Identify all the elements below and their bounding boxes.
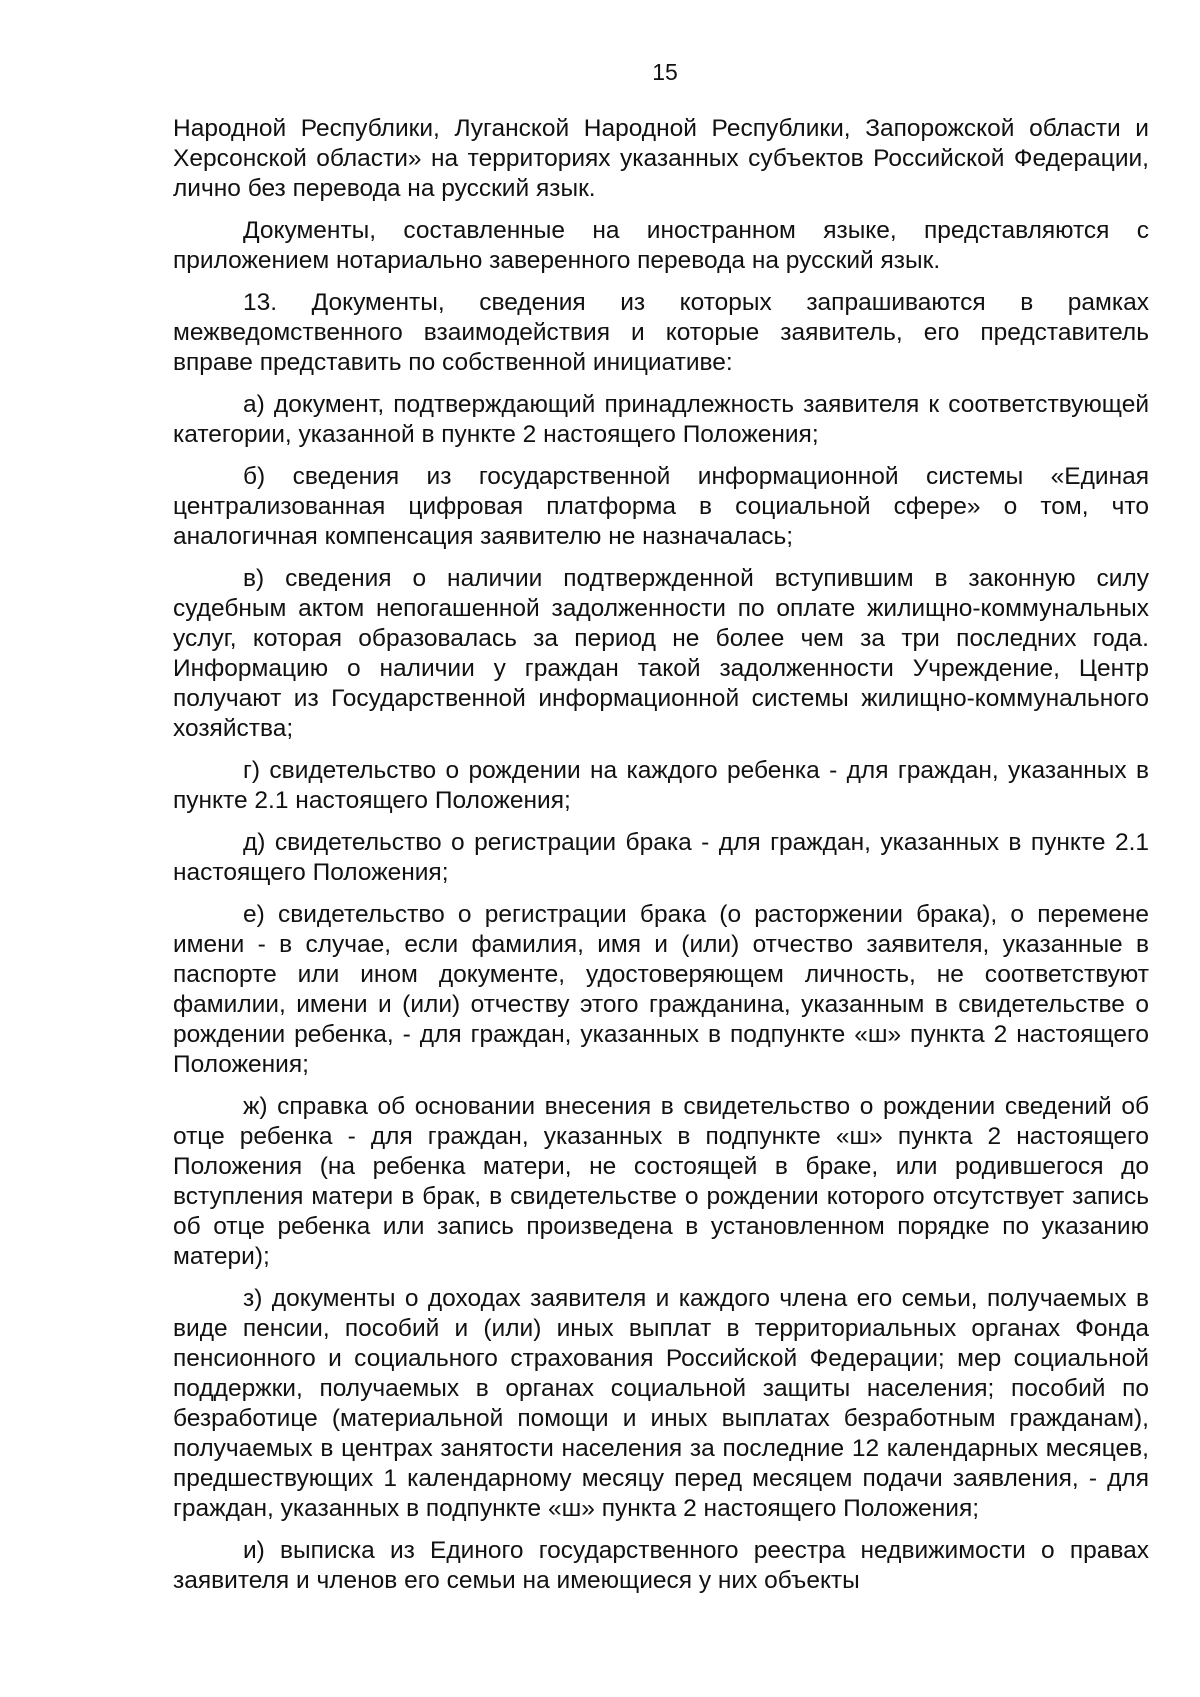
subitem-v: в) сведения о наличии подтвержденной вступившим в законную силу судебным актом непогашенной задолженности по оплате жилищно-коммунальных услуг, которая образовалась за период не более чем за три последних года. Информацию о наличии у граждан такой задолженности Учреждение, Центр получают из Государственной информационной системы жилищно-коммунального хозяйства;	[173, 565, 1149, 742]
subitem-zh: ж) справка об основании внесения в свидетельство о рождении сведений об отце ребенка - для граждан, указанных в подпункте «ш» пункта 2 настоящего Положения (на ребенка матери, не состоящей в браке, или родившегося до вступления матери в брак, в свидетельстве о рождении которого отсутствует запись об отце ребенка или запись произведена в установленном порядке по указанию матери);	[173, 1093, 1149, 1270]
document-body	[173, 114, 1149, 1608]
subitem-g: г) свидетельство о рождении на каждого ребенка - для граждан, указанных в пункте 2.1 настоящего Положения;	[173, 757, 1149, 814]
subitem-a: а) документ, подтверждающий принадлежность заявителя к соответствующей категории, указанной в пункте 2 настоящего Положения;	[173, 391, 1149, 448]
subitem-i: и) выписка из Единого государственного реестра недвижимости о правах заявителя и членов его семьи на имеющиеся у них объекты	[173, 1537, 1149, 1594]
paragraph-item-13: 13. Документы, сведения из которых запрашиваются в рамках межведомственного взаимодействия и которые заявитель, его представитель вправе представить по собственной инициативе:	[173, 289, 1149, 376]
subitem-b: б) сведения из государственной информационной системы «Единая централизованная цифровая платформа в социальной сфере» о том, что аналогичная компенсация заявителю не назначалась;	[173, 463, 1149, 550]
paragraph-foreign-documents: Документы, составленные на иностранном языке, представляются с приложением нотариально заверенного перевода на русский язык.	[173, 217, 1149, 274]
subitem-d: д) свидетельство о регистрации брака - для граждан, указанных в пункте 2.1 настоящего Положения;	[173, 829, 1149, 886]
paragraph-continuation: Народной Республики, Луганской Народной Республики, Запорожской области и Херсонской области» на территориях указанных субъектов Российской Федерации, лично без перевода на русский язык.	[173, 115, 1149, 202]
page-number: 15	[652, 59, 678, 85]
subitem-z: з) документы о доходах заявителя и каждого члена его семьи, получаемых в виде пенсии, пособий и (или) иных выплат в территориальных органах Фонда пенсионного и социального страхования Российской Федерации; мер социальной поддержки, получаемых в органах социальной защиты населения; пособий по безработице (материальной помощи и иных выплатах безработным гражданам), получаемых в центрах занятости населения за последние 12 календарных месяцев, предшествующих 1 календарному месяцу перед месяцем подачи заявления, - для граждан, указанных в подпункте «ш» пункта 2 настоящего Положения;	[173, 1285, 1149, 1522]
subitem-e: е) свидетельство о регистрации брака (о расторжении брака), о перемене имени - в случае, если фамилия, имя и (или) отчество заявителя, указанные в паспорте или ином документе, удостоверяющем личность, не соответствуют фамилии, имени и (или) отчеству этого гражданина, указанным в свидетельстве о рождении ребенка, - для граждан, указанных в подпункте «ш» пункта 2 настоящего Положения;	[173, 901, 1149, 1078]
